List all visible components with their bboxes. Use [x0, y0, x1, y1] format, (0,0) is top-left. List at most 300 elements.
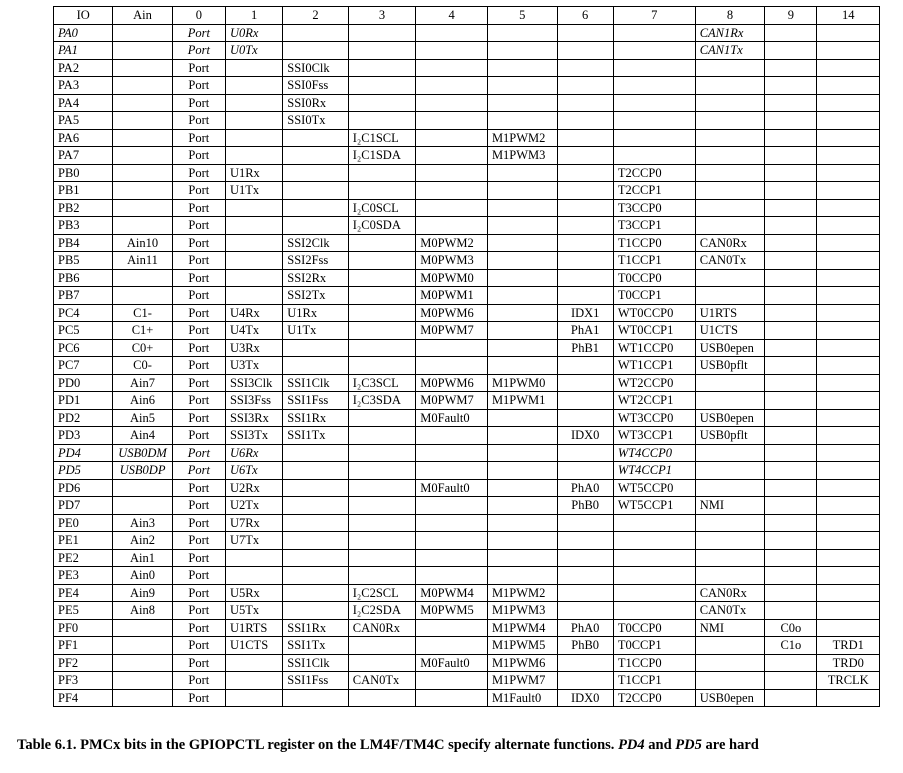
function-cell: SSI3Clk	[225, 374, 282, 392]
function-cell	[283, 42, 349, 60]
function-cell: Port	[172, 444, 225, 462]
table-row	[54, 567, 880, 585]
function-cell	[225, 77, 282, 95]
function-cell	[765, 672, 817, 690]
function-cell: Ain5	[113, 409, 172, 427]
function-cell: Port	[172, 112, 225, 130]
function-cell: M1PWM2	[487, 584, 557, 602]
function-cell	[348, 94, 416, 112]
pin-name-cell: PF4	[54, 689, 113, 707]
function-cell: SSI3Fss	[225, 392, 282, 410]
function-cell	[487, 444, 557, 462]
function-cell	[283, 567, 349, 585]
pin-name-cell: PA1	[54, 42, 113, 60]
function-cell	[765, 689, 817, 707]
function-cell: Port	[172, 619, 225, 637]
function-cell: Port	[172, 42, 225, 60]
function-cell: Port	[172, 252, 225, 270]
function-cell	[695, 532, 765, 550]
function-cell: Port	[172, 654, 225, 672]
pin-name-cell: PC4	[54, 304, 113, 322]
function-cell	[817, 269, 880, 287]
function-cell	[557, 129, 613, 147]
table-row	[54, 182, 880, 200]
function-cell: Port	[172, 689, 225, 707]
pin-name-cell: PE5	[54, 602, 113, 620]
function-cell: TRD1	[817, 637, 880, 655]
function-cell: U2Tx	[225, 497, 282, 515]
function-cell	[416, 514, 488, 532]
function-cell	[487, 287, 557, 305]
function-cell	[416, 59, 488, 77]
function-cell	[113, 672, 172, 690]
function-cell	[765, 357, 817, 375]
pin-name-cell: PE1	[54, 532, 113, 550]
function-cell	[416, 129, 488, 147]
table-row	[54, 427, 880, 445]
table-row	[54, 304, 880, 322]
pin-name-cell: PD3	[54, 427, 113, 445]
function-cell	[817, 619, 880, 637]
table-row	[54, 374, 880, 392]
pin-name-cell: PD2	[54, 409, 113, 427]
function-cell	[695, 129, 765, 147]
function-cell: I₂C1SDA	[348, 147, 416, 165]
function-cell	[817, 357, 880, 375]
function-cell	[113, 164, 172, 182]
function-cell: Port	[172, 199, 225, 217]
function-cell	[695, 479, 765, 497]
table-caption	[17, 737, 903, 754]
table-row	[54, 129, 880, 147]
function-cell: C1+	[113, 322, 172, 340]
function-cell	[283, 479, 349, 497]
table-row	[54, 269, 880, 287]
function-cell	[113, 24, 172, 42]
function-cell	[416, 112, 488, 130]
function-cell	[817, 182, 880, 200]
function-cell: U1Tx	[225, 182, 282, 200]
function-cell	[225, 59, 282, 77]
function-cell	[348, 357, 416, 375]
function-cell	[557, 462, 613, 480]
function-cell: Port	[172, 287, 225, 305]
pin-name-cell: PE3	[54, 567, 113, 585]
table-row	[54, 287, 880, 305]
function-cell: Port	[172, 147, 225, 165]
function-cell: Port	[172, 182, 225, 200]
function-cell: Ain7	[113, 374, 172, 392]
function-cell	[695, 77, 765, 95]
function-cell	[416, 147, 488, 165]
pin-name-cell: PA7	[54, 147, 113, 165]
function-cell	[557, 672, 613, 690]
pin-name-cell: PD5	[54, 462, 113, 480]
function-cell	[695, 374, 765, 392]
function-cell: CAN0Rx	[695, 584, 765, 602]
function-cell	[765, 164, 817, 182]
function-cell	[487, 94, 557, 112]
function-cell	[765, 147, 817, 165]
table-row	[54, 409, 880, 427]
function-cell: M0Fault0	[416, 654, 488, 672]
function-cell: Port	[172, 479, 225, 497]
table-row	[54, 217, 880, 235]
function-cell	[487, 42, 557, 60]
function-cell: Port	[172, 514, 225, 532]
function-cell	[416, 427, 488, 445]
function-cell	[817, 94, 880, 112]
function-cell: SSI2Tx	[283, 287, 349, 305]
function-cell	[113, 479, 172, 497]
function-cell	[487, 59, 557, 77]
function-cell: Port	[172, 409, 225, 427]
function-cell: Port	[172, 94, 225, 112]
function-cell	[487, 199, 557, 217]
function-cell	[557, 234, 613, 252]
function-cell	[225, 94, 282, 112]
function-cell: SSI1Clk	[283, 654, 349, 672]
column-header: 14	[817, 7, 880, 25]
function-cell	[348, 234, 416, 252]
function-cell	[113, 77, 172, 95]
function-cell: CAN1Tx	[695, 42, 765, 60]
function-cell: USB0DP	[113, 462, 172, 480]
function-cell	[487, 567, 557, 585]
function-cell: I₂C3SCL	[348, 374, 416, 392]
function-cell	[487, 182, 557, 200]
caption-pd4: PD4	[618, 737, 645, 753]
function-cell	[817, 252, 880, 270]
function-cell	[348, 59, 416, 77]
function-cell	[613, 147, 695, 165]
function-cell: M0PWM7	[416, 322, 488, 340]
function-cell	[348, 479, 416, 497]
function-cell	[613, 532, 695, 550]
function-cell: USB0epen	[695, 689, 765, 707]
function-cell: T1CCP1	[613, 672, 695, 690]
caption-lead: Table 6.1. PMCx bits in the GPIOPCTL register on the LM4F/TM4C specify alternate functions.	[17, 737, 615, 753]
function-cell: Port	[172, 129, 225, 147]
function-cell	[765, 304, 817, 322]
table-row	[54, 514, 880, 532]
function-cell: C1-	[113, 304, 172, 322]
function-cell	[416, 217, 488, 235]
function-cell: USB0DM	[113, 444, 172, 462]
function-cell	[487, 532, 557, 550]
function-cell	[817, 217, 880, 235]
function-cell: SSI1Fss	[283, 392, 349, 410]
function-cell	[613, 129, 695, 147]
function-cell: SSI1Tx	[283, 637, 349, 655]
function-cell	[487, 497, 557, 515]
function-cell	[695, 199, 765, 217]
function-cell: M0PWM3	[416, 252, 488, 270]
function-cell	[416, 549, 488, 567]
function-cell	[348, 409, 416, 427]
function-cell: M1PWM4	[487, 619, 557, 637]
function-cell	[113, 619, 172, 637]
function-cell	[695, 182, 765, 200]
gpio-alternate-function-table	[53, 6, 880, 707]
function-cell	[348, 164, 416, 182]
function-cell	[817, 304, 880, 322]
function-cell	[283, 147, 349, 165]
function-cell: SSI2Rx	[283, 269, 349, 287]
function-cell	[113, 497, 172, 515]
function-cell: WT4CCP0	[613, 444, 695, 462]
pin-name-cell: PA5	[54, 112, 113, 130]
pin-name-cell: PD7	[54, 497, 113, 515]
function-cell: SSI2Fss	[283, 252, 349, 270]
function-cell	[817, 462, 880, 480]
function-cell: C0+	[113, 339, 172, 357]
function-cell: U3Rx	[225, 339, 282, 357]
table-row	[54, 497, 880, 515]
pin-name-cell: PD6	[54, 479, 113, 497]
function-cell: Ain4	[113, 427, 172, 445]
function-cell	[416, 357, 488, 375]
function-cell: WT0CCP0	[613, 304, 695, 322]
function-cell: M0PWM4	[416, 584, 488, 602]
function-cell	[695, 269, 765, 287]
function-cell	[817, 479, 880, 497]
function-cell	[817, 602, 880, 620]
function-cell	[817, 689, 880, 707]
function-cell: Port	[172, 549, 225, 567]
function-cell	[487, 514, 557, 532]
pin-name-cell: PB0	[54, 164, 113, 182]
function-cell	[817, 444, 880, 462]
table-row	[54, 112, 880, 130]
function-cell	[817, 234, 880, 252]
function-cell: T1CCP1	[613, 252, 695, 270]
function-cell	[817, 59, 880, 77]
function-cell: C0o	[765, 619, 817, 637]
function-cell	[487, 164, 557, 182]
function-cell	[695, 59, 765, 77]
function-cell: CAN0Rx	[695, 234, 765, 252]
function-cell: Port	[172, 217, 225, 235]
function-cell: T0CCP0	[613, 619, 695, 637]
column-header: 8	[695, 7, 765, 25]
function-cell	[765, 374, 817, 392]
function-cell: Port	[172, 427, 225, 445]
function-cell: T2CCP1	[613, 182, 695, 200]
function-cell: M0Fault0	[416, 409, 488, 427]
function-cell: USB0epen	[695, 339, 765, 357]
column-header: 2	[283, 7, 349, 25]
function-cell	[765, 234, 817, 252]
function-cell: U4Tx	[225, 322, 282, 340]
function-cell	[557, 444, 613, 462]
table-row	[54, 94, 880, 112]
function-cell	[557, 357, 613, 375]
function-cell	[557, 567, 613, 585]
function-cell: U7Rx	[225, 514, 282, 532]
function-cell: SSI0Fss	[283, 77, 349, 95]
function-cell	[765, 322, 817, 340]
function-cell	[348, 444, 416, 462]
function-cell	[348, 497, 416, 515]
function-cell	[348, 182, 416, 200]
function-cell	[817, 129, 880, 147]
function-cell	[817, 112, 880, 130]
table-row	[54, 252, 880, 270]
function-cell	[557, 112, 613, 130]
function-cell: U1CTS	[225, 637, 282, 655]
function-cell	[557, 392, 613, 410]
function-cell: T3CCP1	[613, 217, 695, 235]
pin-name-cell: PA6	[54, 129, 113, 147]
function-cell	[817, 42, 880, 60]
function-cell	[817, 392, 880, 410]
function-cell: PhA0	[557, 619, 613, 637]
function-cell	[348, 269, 416, 287]
function-cell	[113, 654, 172, 672]
function-cell	[613, 514, 695, 532]
function-cell: M1PWM5	[487, 637, 557, 655]
function-cell: U2Rx	[225, 479, 282, 497]
function-cell	[225, 287, 282, 305]
table-row	[54, 42, 880, 60]
function-cell	[557, 532, 613, 550]
column-header: IO	[54, 7, 113, 25]
function-cell: I₂C2SCL	[348, 584, 416, 602]
function-cell: Port	[172, 269, 225, 287]
function-cell: SSI0Rx	[283, 94, 349, 112]
function-cell: M1PWM6	[487, 654, 557, 672]
function-cell	[557, 182, 613, 200]
function-cell: IDX0	[557, 689, 613, 707]
table-row	[54, 654, 880, 672]
function-cell: Port	[172, 164, 225, 182]
pin-name-cell: PC6	[54, 339, 113, 357]
function-cell	[817, 374, 880, 392]
function-cell: U3Tx	[225, 357, 282, 375]
function-cell: T1CCP0	[613, 654, 695, 672]
function-cell	[765, 497, 817, 515]
function-cell	[557, 514, 613, 532]
function-cell: I₂C0SCL	[348, 199, 416, 217]
function-cell	[613, 602, 695, 620]
function-cell	[113, 129, 172, 147]
function-cell	[765, 42, 817, 60]
function-cell	[283, 357, 349, 375]
function-cell: Port	[172, 24, 225, 42]
function-cell	[487, 234, 557, 252]
function-cell	[283, 689, 349, 707]
function-cell: M1PWM3	[487, 602, 557, 620]
function-cell	[225, 567, 282, 585]
function-cell: C1o	[765, 637, 817, 655]
function-cell	[416, 182, 488, 200]
column-header: 0	[172, 7, 225, 25]
caption-pd5: PD5	[675, 737, 702, 753]
table-row	[54, 532, 880, 550]
function-cell	[765, 252, 817, 270]
function-cell	[113, 287, 172, 305]
function-cell	[113, 94, 172, 112]
pin-name-cell: PC5	[54, 322, 113, 340]
function-cell	[765, 182, 817, 200]
function-cell	[765, 199, 817, 217]
function-cell	[557, 77, 613, 95]
function-cell: Ain8	[113, 602, 172, 620]
function-cell	[487, 357, 557, 375]
function-cell: U0Tx	[225, 42, 282, 60]
function-cell	[348, 514, 416, 532]
table-row	[54, 549, 880, 567]
function-cell	[225, 129, 282, 147]
function-cell	[817, 24, 880, 42]
function-cell	[557, 287, 613, 305]
function-cell	[817, 339, 880, 357]
function-cell: Ain0	[113, 567, 172, 585]
function-cell	[416, 619, 488, 637]
function-cell: M0PWM1	[416, 287, 488, 305]
function-cell: Ain1	[113, 549, 172, 567]
function-cell	[695, 549, 765, 567]
function-cell: U5Rx	[225, 584, 282, 602]
function-cell	[416, 42, 488, 60]
column-header: 6	[557, 7, 613, 25]
pin-name-cell: PE0	[54, 514, 113, 532]
function-cell: Port	[172, 339, 225, 357]
function-cell	[765, 602, 817, 620]
function-cell: T0CCP1	[613, 287, 695, 305]
function-cell	[283, 497, 349, 515]
function-cell	[348, 42, 416, 60]
pin-name-cell: PB6	[54, 269, 113, 287]
function-cell: T1CCP0	[613, 234, 695, 252]
function-cell	[765, 59, 817, 77]
function-cell	[487, 112, 557, 130]
function-cell: U0Rx	[225, 24, 282, 42]
function-cell	[557, 409, 613, 427]
function-cell	[416, 497, 488, 515]
function-cell: Port	[172, 584, 225, 602]
function-cell: M1PWM1	[487, 392, 557, 410]
function-cell	[113, 147, 172, 165]
column-header: 5	[487, 7, 557, 25]
function-cell	[695, 567, 765, 585]
function-cell	[113, 59, 172, 77]
function-cell	[817, 409, 880, 427]
table-row	[54, 602, 880, 620]
function-cell	[765, 514, 817, 532]
function-cell: M0PWM6	[416, 304, 488, 322]
function-cell: CAN0Tx	[348, 672, 416, 690]
function-cell	[695, 654, 765, 672]
function-cell: C0-	[113, 357, 172, 375]
pin-name-cell: PB5	[54, 252, 113, 270]
function-cell	[487, 427, 557, 445]
function-cell	[225, 199, 282, 217]
table-row	[54, 24, 880, 42]
function-cell: Port	[172, 322, 225, 340]
function-cell	[487, 77, 557, 95]
function-cell: Port	[172, 497, 225, 515]
function-cell: M0Fault0	[416, 479, 488, 497]
function-cell: M0PWM2	[416, 234, 488, 252]
pin-name-cell: PA0	[54, 24, 113, 42]
function-cell	[416, 637, 488, 655]
function-cell	[487, 462, 557, 480]
function-cell	[348, 427, 416, 445]
function-cell	[283, 444, 349, 462]
pin-name-cell: PB4	[54, 234, 113, 252]
